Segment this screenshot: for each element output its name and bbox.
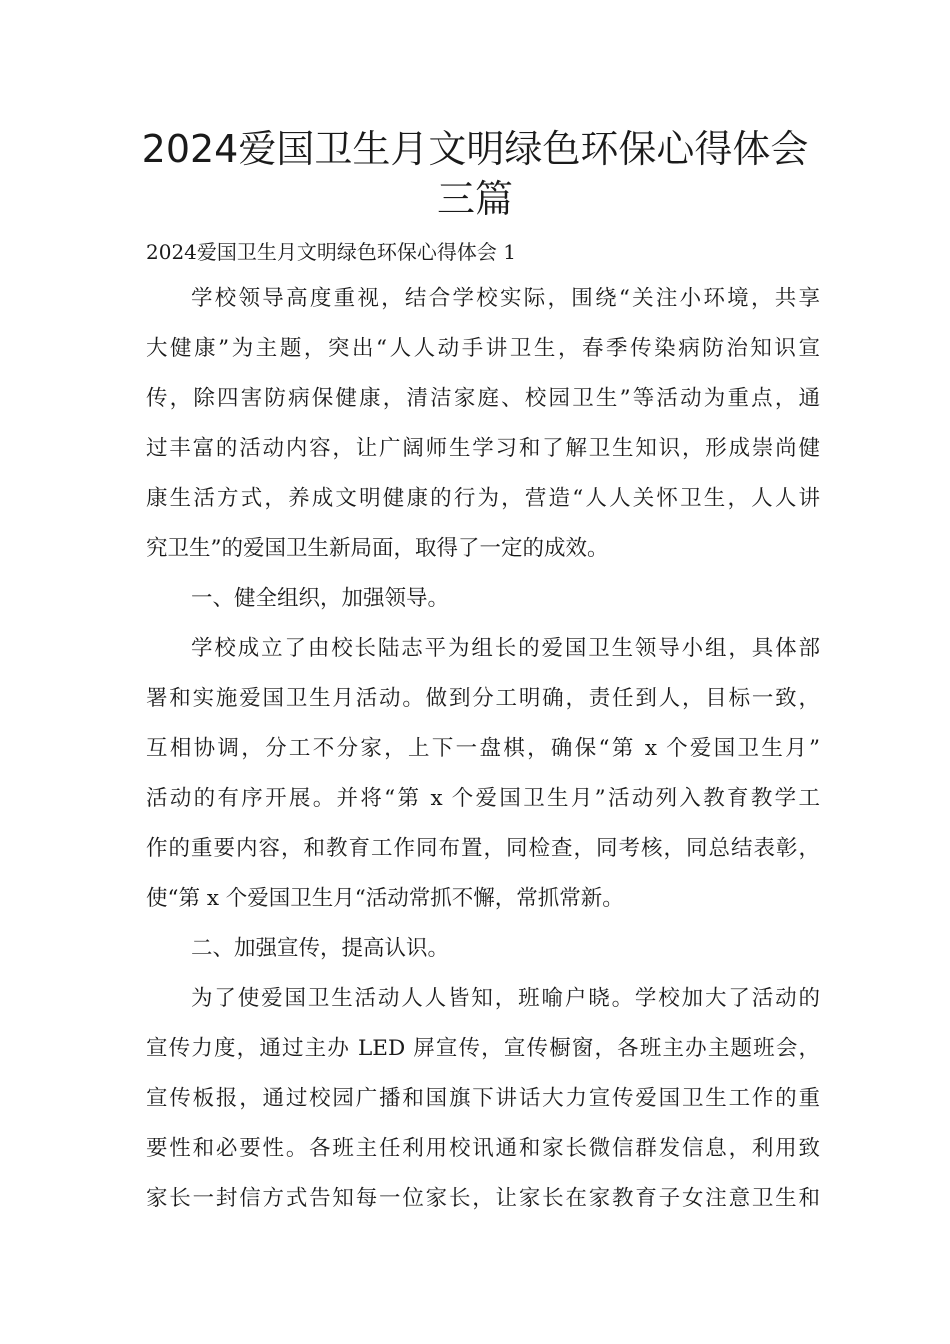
section-heading: 2024爱国卫生月文明绿色环保心得体会 1 — [146, 240, 516, 264]
body-line: 宣传板报，通过校园广播和国旗下讲话大力宣传爱国卫生工作的重 — [146, 1086, 820, 1111]
body-line: 活动的有序开展。并将“第 x 个爱国卫生月”活动列入教育教学工 — [146, 786, 820, 811]
list-heading: 一、健全组织，加强领导。 — [191, 586, 450, 611]
document-title-line-2: 三篇 — [436, 177, 513, 221]
body-line: 大健康”为主题，突出“人人动手讲卫生，春季传染病防治知识宣 — [146, 336, 820, 361]
document-title-line-1: 2024爱国卫生月文明绿色环保心得体会 — [141, 127, 809, 171]
body-line: 作的重要内容，和教育工作同布置，同检查，同考核，同总结表彰， — [146, 836, 820, 861]
body-line: 学校领导高度重视，结合学校实际，围绕“关注小环境，共享 — [191, 286, 820, 311]
body-line: 使“第 x 个爱国卫生月“活动常抓不懈，常抓常新。 — [146, 886, 624, 911]
body-line: 学校成立了由校长陆志平为组长的爱国卫生领导小组，具体部 — [191, 636, 820, 661]
body-line: 究卫生”的爱国卫生新局面，取得了一定的成效。 — [146, 536, 609, 561]
body-line: 署和实施爱国卫生月活动。做到分工明确，责任到人，目标一致， — [146, 686, 820, 711]
list-heading: 二、加强宣传，提高认识。 — [191, 936, 450, 961]
body-line: 为了使爱国卫生活动人人皆知，班喻户晓。学校加大了活动的 — [191, 986, 820, 1011]
body-line: 过丰富的活动内容，让广阔师生学习和了解卫生知识，形成崇尚健 — [146, 436, 820, 461]
body-line: 要性和必要性。各班主任利用校讯通和家长微信群发信息，利用致 — [146, 1136, 820, 1161]
body-line: 传，除四害防病保健康，清洁家庭、校园卫生”等活动为重点，通 — [146, 386, 820, 411]
body-line: 家长一封信方式告知每一位家长，让家长在家教育子女注意卫生和 — [146, 1186, 820, 1211]
body-line: 康生活方式，养成文明健康的行为，营造“人人关怀卫生，人人讲 — [146, 486, 820, 511]
body-line: 互相协调，分工不分家，上下一盘棋，确保“第 x 个爱国卫生月” — [146, 736, 820, 761]
body-line: 宣传力度，通过主办 LED 屏宣传，宣传橱窗，各班主办主题班会， — [146, 1036, 820, 1061]
